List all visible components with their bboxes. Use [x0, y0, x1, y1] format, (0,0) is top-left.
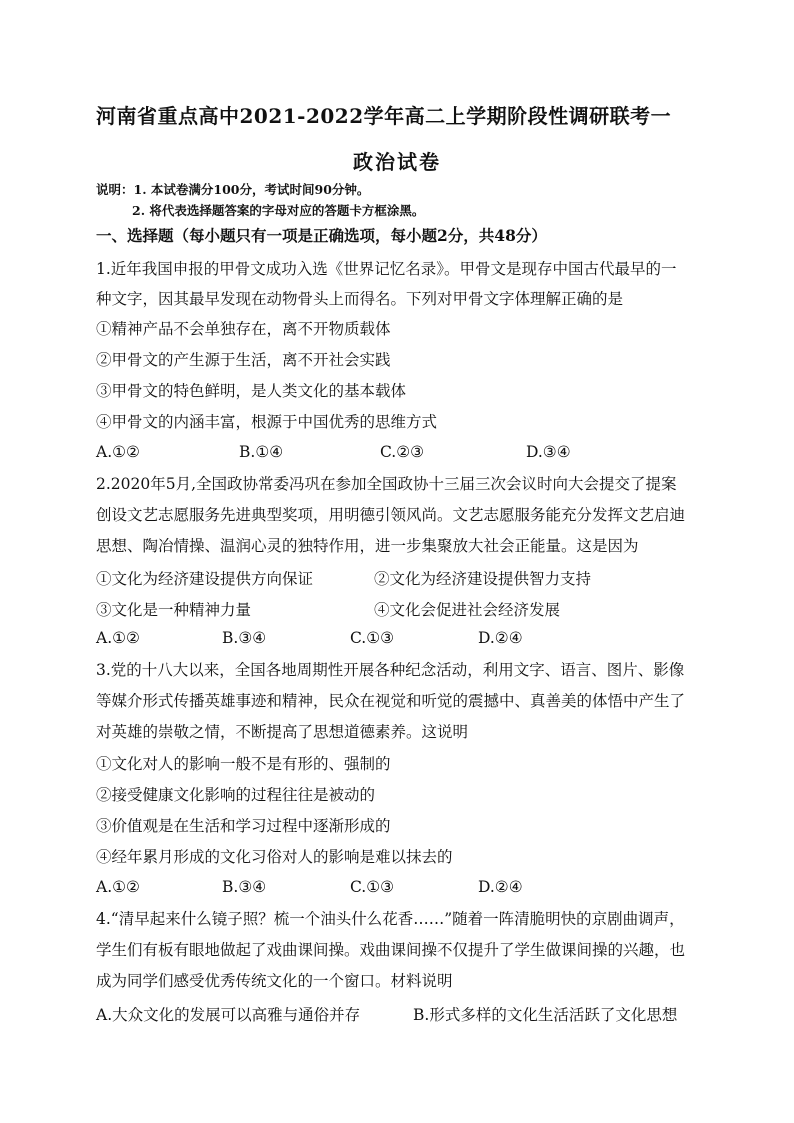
statement-item: ②接受健康文化影响的过程往往是被动的: [96, 786, 376, 804]
statement-item: ③甲骨文的特色鲜明，是人类文化的基本载体: [96, 382, 407, 400]
statement-item: ③价值观是在生活和学习过程中逐渐形成的: [96, 817, 391, 835]
question-stem-line: 1.近年我国申报的甲骨文成功入选《世界记忆名录》。甲骨文是现存中国古代最早的一: [96, 260, 677, 278]
answer-options: [96, 629, 700, 649]
statement-item: ③文化是一种精神力量: [96, 601, 252, 619]
option-d: D.③④: [526, 443, 571, 461]
exam-subject-title: 政治试卷: [353, 150, 441, 174]
option-b: B.形式多样的文化生活活跃了文化思想: [413, 1006, 678, 1024]
statement-item: ①精神产品不会单独存在，离不开物质载体: [96, 320, 391, 338]
answer-options: [96, 878, 700, 898]
option-d: D.②④: [478, 878, 523, 896]
exam-title: 河南省重点高中2021-2022学年高二上学期阶段性调研联考一: [96, 104, 672, 128]
question-stem-line: 对英雄的崇敬之情，不断提高了思想道德素养。这说明: [96, 723, 469, 741]
section-heading: 一、选择题（每小题只有一项是正确选项，每小题2分，共48分）: [96, 226, 547, 245]
question-stem-line: 种文字，因其最早发现在动物骨头上而得名。下列对甲骨文字体理解正确的是: [96, 290, 624, 308]
instruction-line-1: 说明：1. 本试卷满分100分，考试时间90分钟。: [96, 182, 370, 197]
question-stem-line: 学生们有板有眼地做起了戏曲课间操。戏曲课间操不仅提升了学生做课间操的兴趣，也: [96, 941, 686, 959]
question-stem-line: 创设文艺志愿服务先进典型奖项，用明德引领风尚。文艺志愿服务能充分发挥文艺启迪: [96, 506, 686, 524]
question-stem-line: 成为同学们感受优秀传统文化的一个窗口。材料说明: [96, 972, 453, 990]
option-a: A.①②: [96, 878, 140, 896]
question-stem-line: 3.党的十八大以来，全国各地周期性开展各种纪念活动，利用文字、语言、图片、影像: [96, 661, 685, 679]
answer-options: [96, 1003, 700, 1023]
option-a: A.大众文化的发展可以高雅与通俗并存: [96, 1006, 361, 1024]
statement-item: ④甲骨文的内涵丰富，根源于中国优秀的思维方式: [96, 413, 438, 431]
option-c: C.①③: [350, 878, 395, 896]
option-a: A.①②: [96, 443, 140, 461]
option-b: B.③④: [222, 629, 267, 647]
question-stem-line: 等媒介形式传播英雄事迹和精神，民众在视觉和听觉的震撼中、真善美的体悟中产生了: [96, 692, 686, 710]
statement-item: ①文化对人的影响一般不是有形的、强制的: [96, 755, 391, 773]
question-stem-line: 4.“清早起来什么镜子照？梳一个油头什么花香……”随着一阵清脆明快的京剧曲调声，: [96, 910, 685, 928]
option-b: B.③④: [222, 878, 267, 896]
instruction-line-2: 2. 将代表选择题答案的字母对应的答题卡方框涂黑。: [132, 203, 425, 218]
statement-item: ②文化为经济建设提供智力支持: [374, 570, 592, 588]
question-stem-line: 2.2020年5月,全国政协常委冯巩在参加全国政协十三届三次会议时向大会提交了提案: [96, 475, 677, 493]
answer-options: [96, 443, 700, 463]
statement-item: ④文化会促进社会经济发展: [374, 601, 561, 619]
option-c: C.②③: [380, 443, 425, 461]
option-a: A.①②: [96, 629, 140, 647]
option-b: B.①④: [239, 443, 284, 461]
option-d: D.②④: [478, 629, 523, 647]
statement-item: ①文化为经济建设提供方向保证: [96, 570, 314, 588]
question-stem-line: 思想、陶冶情操、温润心灵的独特作用，进一步集聚放大社会正能量。这是因为: [96, 537, 639, 555]
statement-item: ②甲骨文的产生源于生活，离不开社会实践: [96, 351, 391, 369]
option-c: C.①③: [350, 629, 395, 647]
statement-item: ④经年累月形成的文化习俗对人的影响是难以抹去的: [96, 848, 453, 866]
